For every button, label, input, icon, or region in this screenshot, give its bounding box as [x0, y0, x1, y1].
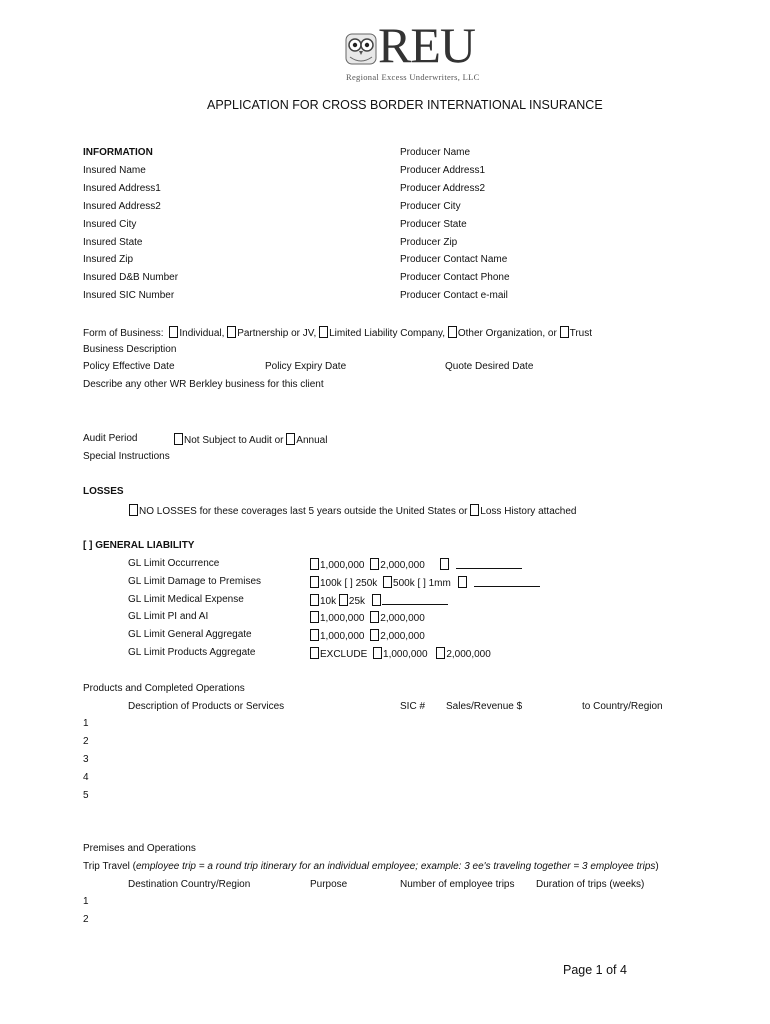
- insured-state-label: Insured State: [83, 237, 143, 248]
- products-heading: Products and Completed Operations: [83, 683, 245, 694]
- products-row-number: 2: [83, 736, 89, 747]
- premises-row-number: 1: [83, 896, 89, 907]
- gl-damage-500k-1mm-label: 500k [ ] 1mm: [393, 578, 451, 589]
- gl-medical-10k-checkbox[interactable]: [310, 594, 319, 606]
- gl-damage-other-checkbox[interactable]: [458, 576, 467, 588]
- not-subject-audit-label: Not Subject to Audit or: [184, 435, 284, 446]
- premises-col-purpose: Purpose: [310, 879, 348, 890]
- business-description-label: Business Description: [83, 344, 177, 355]
- llc-checkbox[interactable]: [319, 326, 328, 338]
- gl-pi-ai-1m-label: 1,000,000: [320, 613, 365, 624]
- special-instructions-label: Special Instructions: [83, 451, 170, 462]
- loss-history-label: Loss History attached: [480, 506, 577, 517]
- insured-sic-label: Insured SIC Number: [83, 290, 175, 301]
- gl-products-exclude-checkbox[interactable]: [310, 647, 319, 659]
- annual-audit-checkbox[interactable]: [286, 433, 295, 445]
- form-of-business-label: Form of Business:: [83, 328, 164, 339]
- gl-pi-ai-1m-checkbox[interactable]: [310, 611, 319, 623]
- gl-medical-25k-checkbox[interactable]: [339, 594, 348, 606]
- no-losses-label: NO LOSSES for these coverages last 5 years outside the United States or: [139, 506, 468, 517]
- products-row-number: 4: [83, 772, 89, 783]
- individual-checkbox[interactable]: [169, 326, 178, 338]
- trip-travel-line: [83, 861, 659, 873]
- products-row-number: 5: [83, 790, 89, 801]
- no-losses-checkbox[interactable]: [129, 504, 138, 516]
- premises-col-duration: Duration of trips (weeks): [536, 879, 645, 890]
- general-liability-heading: [ ] GENERAL LIABILITY: [83, 540, 195, 551]
- producer-address1-label: Producer Address1: [400, 165, 486, 176]
- form-of-business-row: [83, 326, 592, 340]
- insured-address1-label: Insured Address1: [83, 183, 161, 194]
- gl-occurrence-options: [310, 558, 522, 572]
- gl-general-aggregate-options: [310, 629, 425, 643]
- gl-damage-100k-250k-label: 100k [ ] 250k: [320, 578, 378, 589]
- trip-travel-definition: employee trip = a round trip itinerary for an individual employee; example: 3 ee's traveling together = 3 employee trips: [135, 861, 656, 872]
- partnership-label: Partnership or JV,: [237, 328, 317, 339]
- not-subject-audit-checkbox[interactable]: [174, 433, 183, 445]
- premises-col-number: Number of employee trips: [400, 879, 515, 890]
- gl-products-exclude-label: EXCLUDE: [320, 649, 368, 660]
- gl-damage-premises-options: [310, 576, 540, 590]
- insured-city-label: Insured City: [83, 219, 137, 230]
- page-number: Page 1 of 4: [563, 963, 627, 977]
- owl-logo-icon: [344, 30, 378, 68]
- gl-products-2m-checkbox[interactable]: [436, 647, 445, 659]
- gl-occurrence-other-checkbox[interactable]: [440, 558, 449, 570]
- losses-heading: LOSSES: [83, 486, 124, 497]
- gl-products-aggregate-options: [310, 647, 491, 661]
- gl-medical-options: [310, 594, 448, 608]
- gl-general-aggregate-2m-label: 2,000,000: [380, 631, 425, 642]
- gl-damage-100k-checkbox[interactable]: [310, 576, 319, 588]
- audit-options-row: [174, 433, 327, 447]
- gl-medical-other-blank[interactable]: [382, 594, 448, 605]
- gl-damage-500k-checkbox[interactable]: [383, 576, 392, 588]
- other-organization-checkbox[interactable]: [448, 326, 457, 338]
- producer-contact-phone-label: Producer Contact Phone: [400, 272, 510, 283]
- quote-desired-label: Quote Desired Date: [445, 361, 534, 372]
- gl-medical-other-checkbox[interactable]: [372, 594, 381, 606]
- gl-occurrence-2m-label: 2,000,000: [380, 560, 425, 571]
- gl-products-1m-checkbox[interactable]: [373, 647, 382, 659]
- trip-travel-close: ): [655, 861, 659, 872]
- gl-damage-other-blank[interactable]: [474, 576, 540, 587]
- logo-subtitle: Regional Excess Underwriters, LLC: [346, 72, 480, 82]
- policy-effective-label: Policy Effective Date: [83, 361, 175, 372]
- loss-history-checkbox[interactable]: [470, 504, 479, 516]
- products-col-sales: Sales/Revenue $: [446, 701, 523, 712]
- producer-contact-email-label: Producer Contact e-mail: [400, 290, 508, 301]
- individual-label: Individual,: [179, 328, 225, 339]
- gl-pi-ai-options: [310, 611, 425, 625]
- gl-medical-25k-label: 25k: [348, 596, 366, 607]
- gl-damage-premises-label: GL Limit Damage to Premises: [128, 576, 262, 587]
- producer-address2-label: Producer Address2: [400, 183, 486, 194]
- gl-general-aggregate-2m-checkbox[interactable]: [370, 629, 379, 641]
- products-row-number: 1: [83, 718, 89, 729]
- gl-products-aggregate-label: GL Limit Products Aggregate: [128, 647, 256, 658]
- gl-general-aggregate-1m-checkbox[interactable]: [310, 629, 319, 641]
- gl-occurrence-other-blank[interactable]: [456, 558, 522, 569]
- products-row-number: 3: [83, 754, 89, 765]
- gl-occurrence-1m-checkbox[interactable]: [310, 558, 319, 570]
- gl-occurrence-label: GL Limit Occurrence: [128, 558, 220, 569]
- audit-period-label: Audit Period: [83, 433, 138, 444]
- insured-address2-label: Insured Address2: [83, 201, 161, 212]
- products-col-description: Description of Products or Services: [128, 701, 285, 712]
- gl-medical-10k-label: 10k: [320, 596, 337, 607]
- gl-occurrence-2m-checkbox[interactable]: [370, 558, 379, 570]
- insured-zip-label: Insured Zip: [83, 254, 134, 265]
- trust-checkbox[interactable]: [560, 326, 569, 338]
- producer-state-label: Producer State: [400, 219, 467, 230]
- page-title: APPLICATION FOR CROSS BORDER INTERNATIONAL INSURANCE: [207, 98, 603, 112]
- logo-brand: REU: [378, 17, 475, 73]
- other-wr-berkley-label: Describe any other WR Berkley business for this client: [83, 379, 324, 390]
- premises-heading: Premises and Operations: [83, 843, 196, 854]
- products-col-country: to Country/Region: [582, 701, 663, 712]
- other-organization-label: Other Organization, or: [457, 328, 557, 339]
- information-heading: INFORMATION: [83, 147, 153, 158]
- annual-audit-label: Annual: [296, 435, 328, 446]
- losses-row: [129, 504, 576, 518]
- gl-occurrence-1m-label: 1,000,000: [320, 560, 365, 571]
- gl-pi-ai-2m-checkbox[interactable]: [370, 611, 379, 623]
- trust-label: Trust: [569, 328, 592, 339]
- products-col-sic: SIC #: [400, 701, 426, 712]
- gl-medical-expense-label: GL Limit Medical Expense: [128, 594, 244, 605]
- premises-col-destination: Destination Country/Region: [128, 879, 251, 890]
- insured-dnb-label: Insured D&B Number: [83, 272, 179, 283]
- gl-pi-ai-2m-label: 2,000,000: [380, 613, 425, 624]
- llc-label: Limited Liability Company,: [329, 328, 446, 339]
- producer-name-label: Producer Name: [400, 147, 471, 158]
- gl-pi-ai-label: GL Limit PI and AI: [128, 611, 209, 622]
- producer-zip-label: Producer Zip: [400, 237, 458, 248]
- gl-products-1m-label: 1,000,000: [383, 649, 428, 660]
- partnership-checkbox[interactable]: [227, 326, 236, 338]
- premises-row-number: 2: [83, 914, 89, 925]
- gl-general-aggregate-label: GL Limit General Aggregate: [128, 629, 252, 640]
- gl-products-2m-label: 2,000,000: [446, 649, 491, 660]
- insured-name-label: Insured Name: [83, 165, 146, 176]
- policy-expiry-label: Policy Expiry Date: [265, 361, 347, 372]
- producer-city-label: Producer City: [400, 201, 461, 212]
- producer-contact-name-label: Producer Contact Name: [400, 254, 508, 265]
- trip-travel-label: Trip Travel (: [83, 861, 136, 872]
- gl-general-aggregate-1m-label: 1,000,000: [320, 631, 365, 642]
